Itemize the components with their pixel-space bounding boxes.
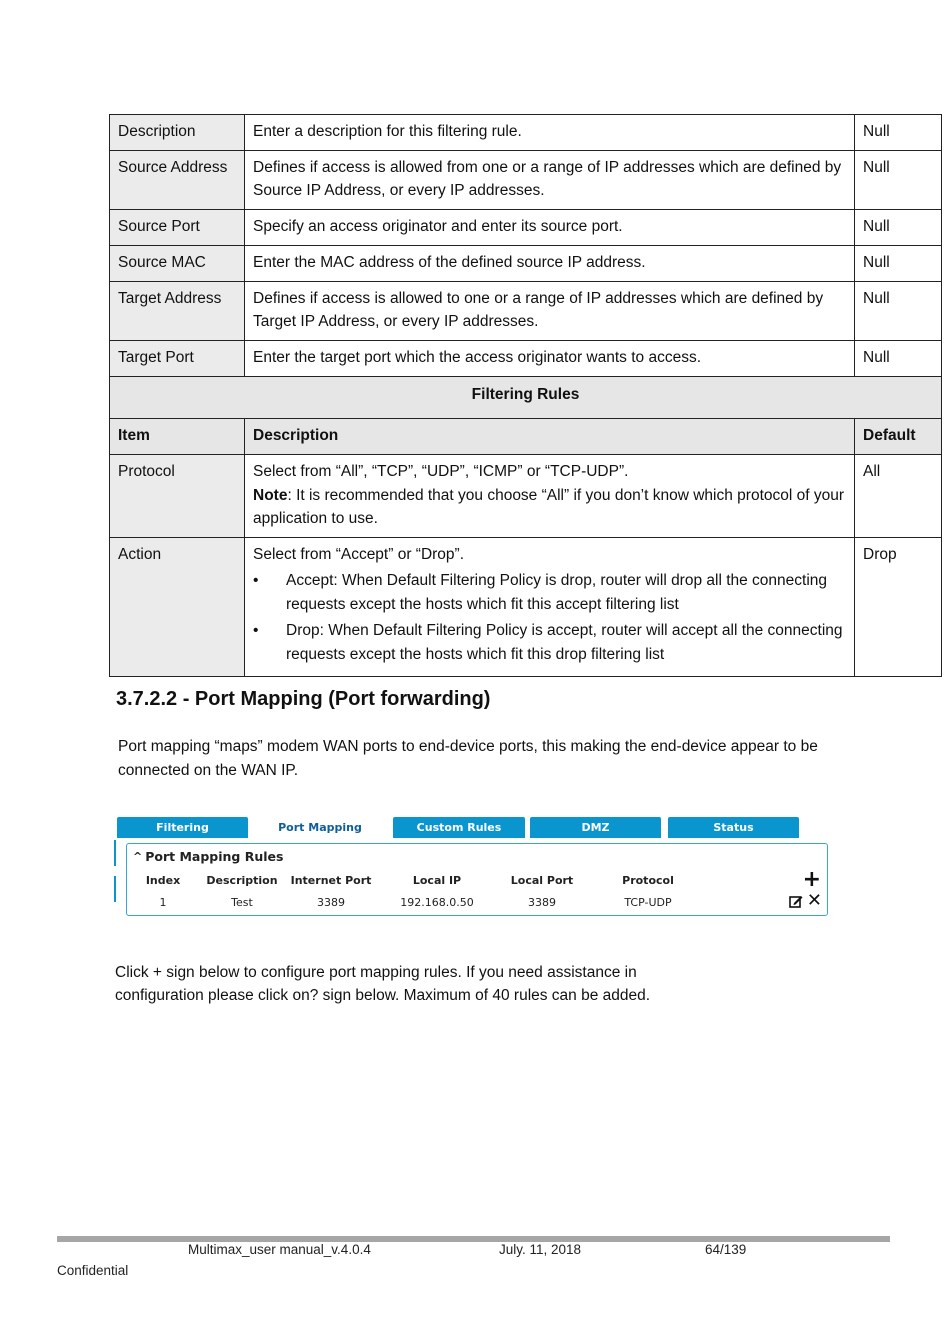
cell-protocol: TCP-UDP	[624, 896, 672, 909]
edit-icon[interactable]	[789, 894, 803, 908]
footer-confidential: Confidential	[57, 1263, 129, 1278]
footer-page-number: 64/139	[705, 1242, 747, 1257]
column-description: Description	[206, 874, 278, 887]
description-cell: Defines if access is allowed from one or a range of IP addresses which are defined by Source IP Address, or every IP addresses.	[245, 151, 855, 210]
action-options: Select from “Accept” or “Drop”.	[253, 546, 465, 563]
bullet-text: Accept: When Default Filtering Policy is drop, router will drop all the connecting requests except the hosts which fit this accept filtering list	[286, 572, 828, 613]
bullet-icon: •	[253, 622, 259, 639]
footer-divider	[57, 1236, 890, 1242]
tab-custom-rules[interactable]: Custom Rules	[393, 817, 525, 838]
header-item: Item	[110, 419, 245, 455]
column-protocol: Protocol	[622, 874, 674, 887]
tab-dmz[interactable]: DMZ	[530, 817, 661, 838]
panel-title: Port Mapping Rules	[145, 849, 284, 864]
default-cell: Null	[855, 115, 942, 151]
tab-port-mapping[interactable]: Port Mapping	[278, 821, 362, 834]
caret-up-icon: ^	[133, 850, 143, 863]
header-default: Default	[855, 419, 942, 455]
add-rule-icon[interactable]: +	[802, 867, 821, 892]
bullet-text: Drop: When Default Filtering Policy is accept, router will accept all the connecting requests except the hosts which fit this drop filtering list	[286, 622, 843, 663]
cell-local-port: 3389	[528, 896, 556, 909]
panel-header[interactable]	[133, 849, 283, 864]
item-cell: Target Address	[110, 282, 245, 341]
description-cell	[245, 538, 855, 677]
table-row-action	[110, 538, 942, 677]
cell-description: Test	[231, 896, 253, 909]
port-mapping-panel	[126, 843, 828, 916]
column-local-ip: Local IP	[412, 874, 462, 887]
header-description: Description	[245, 419, 855, 455]
item-cell: Source MAC	[110, 246, 245, 282]
description-cell: Enter the MAC address of the defined source IP address.	[245, 246, 855, 282]
table-row	[110, 282, 942, 341]
tab-status[interactable]: Status	[668, 817, 799, 838]
protocol-options: Select from “All”, “TCP”, “UDP”, “ICMP” or “TCP-UDP”.	[253, 463, 629, 480]
column-index: Index	[145, 874, 181, 887]
note-label: Note	[253, 487, 288, 504]
list-item	[253, 619, 846, 667]
cell-internet-port: 3389	[317, 896, 345, 909]
section-title: Filtering Rules	[110, 377, 942, 419]
table-row	[110, 246, 942, 282]
table-row	[110, 210, 942, 246]
default-cell: Null	[855, 151, 942, 210]
intro-paragraph: Port mapping “maps” modem WAN ports to end-device ports, this making the end-device appear to be connected on the WAN IP.	[118, 738, 818, 779]
item-cell: Source Port	[110, 210, 245, 246]
parameter-table	[109, 114, 942, 677]
table-section-row	[110, 377, 942, 419]
bullet-icon: •	[253, 572, 259, 589]
protocol-note	[253, 484, 846, 530]
column-internet-port: Internet Port	[290, 874, 372, 887]
column-local-port: Local Port	[510, 874, 574, 887]
list-item	[253, 569, 846, 617]
item-cell: Protocol	[110, 455, 245, 538]
section-heading: 3.7.2.2 - Port Mapping (Port forwarding)	[116, 688, 491, 710]
delete-icon[interactable]: ✕	[806, 890, 822, 911]
instruction-paragraph: Click + sign below to configure port mapping rules. If you need assistance in configuration please click on? sign below. Maximum of 40 rules can be added.	[115, 964, 651, 1004]
side-accent	[114, 840, 116, 866]
note-text: : It is recommended that you choose “All” if you don’t know which protocol of your application to use.	[253, 487, 844, 527]
table-row-protocol	[110, 455, 942, 538]
action-bullet-list	[253, 569, 846, 667]
default-cell: Null	[855, 210, 942, 246]
description-cell: Enter a description for this filtering rule.	[245, 115, 855, 151]
item-cell: Description	[110, 115, 245, 151]
table-header-row	[110, 419, 942, 455]
cell-local-ip: 192.168.0.50	[400, 896, 474, 909]
footer-date: July. 11, 2018	[499, 1242, 582, 1257]
default-cell: Null	[855, 246, 942, 282]
description-cell: Specify an access originator and enter its source port.	[245, 210, 855, 246]
item-cell: Source Address	[110, 151, 245, 210]
default-cell: Null	[855, 282, 942, 341]
table-row	[110, 151, 942, 210]
item-cell: Target Port	[110, 341, 245, 377]
port-mapping-screenshot	[114, 814, 830, 918]
cell-index: 1	[159, 896, 167, 909]
description-cell: Enter the target port which the access originator wants to access.	[245, 341, 855, 377]
table-row	[110, 115, 942, 151]
side-accent	[114, 876, 116, 902]
default-cell: Drop	[855, 538, 942, 677]
default-cell: All	[855, 455, 942, 538]
table-row	[110, 341, 942, 377]
footer-doc-name: Multimax_user manual_v.4.0.4	[188, 1242, 371, 1257]
description-cell: Defines if access is allowed to one or a range of IP addresses which are defined by Target IP Address, or every IP addresses.	[245, 282, 855, 341]
tab-filtering[interactable]: Filtering	[117, 817, 248, 838]
item-cell: Action	[110, 538, 245, 677]
description-cell	[245, 455, 855, 538]
default-cell: Null	[855, 341, 942, 377]
